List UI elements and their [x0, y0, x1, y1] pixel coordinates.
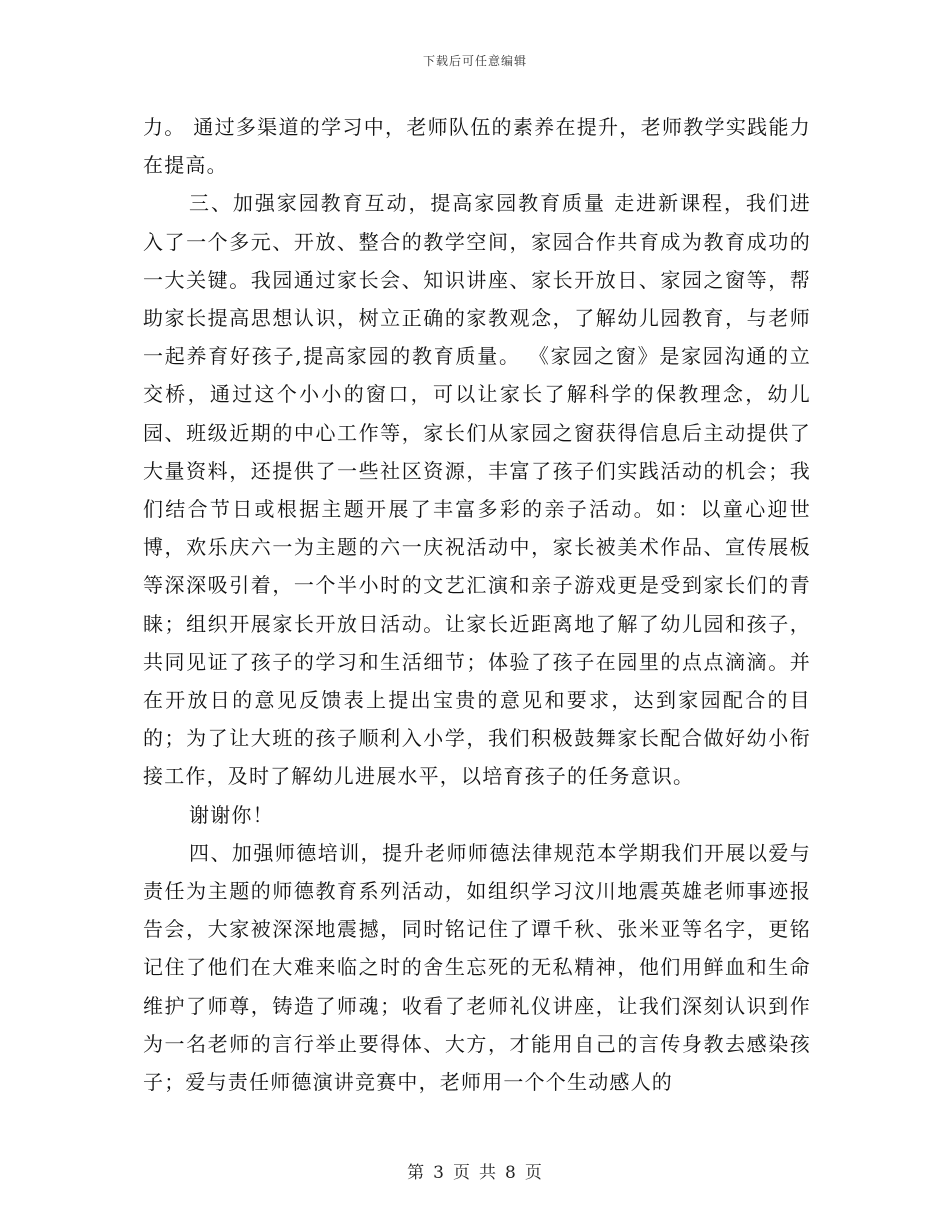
paragraph-section-three: 三、加强家园教育互动，提高家园教育质量 走进新课程，我们进入了一个多元、开放、整合的教学空间，家园合作共育成为教育成功的一大关键。我园通过家长会、知识讲座、家长开放日、家园之窗等，帮助家长提高思想认识，树立正确的家教观念，了解幼儿园教育，与老师一起养育好孩子,提高家园的教育质量。 《家园之窗》是家园沟通的立交桥，通过这个小小的窗口，可以让家长了解科学的保教理念，幼儿园、班级近期的中心工作等，家长们从家园之窗获得信息后主动提供了大量资料，还提供了一些社区资源，丰富了孩子们实践活动的机会；我们结合节日或根据主题开展了丰富多彩的亲子活动。如：以童心迎世博，欢乐庆六一为主题的六一庆祝活动中，家长被美术作品、宣传展板等深深吸引着，一个半小时的文艺汇演和亲子游戏更是受到家长们的青睐；组织开展家长开放日活动。让家长近距离地了解了幼儿园和孩子，共同见证了孩子的学习和生活细节；体验了孩子在园里的点点滴滴。并在开放日的意见反馈表上提出宝贵的意见和要求，达到家园配合的目的；为了让大班的孩子顺利入小学，我们积极鼓舞家长配合做好幼小衔接工作，及时了解幼儿进展水平，以培育孩子的任务意识。: [143, 191, 811, 789]
footer-current-page: 3: [433, 1163, 445, 1183]
paragraph-thanks: 谢谢你！: [189, 802, 274, 827]
footer-page-word-end: 页: [524, 1163, 543, 1183]
footer-page-word: 页: [453, 1163, 471, 1183]
footer-page-prefix: 第: [407, 1163, 426, 1183]
paragraph-continued: 力。 通过多渠道的学习中，老师队伍的素养在提升，老师教学实践能力在提高。: [143, 115, 811, 178]
footer-total-prefix: 共: [479, 1163, 497, 1183]
document-body: [143, 108, 811, 1101]
page-number-footer: [0, 1158, 950, 1183]
page-header-note: 下载后可任意编辑: [422, 54, 527, 68]
footer-total-pages: 8: [505, 1163, 517, 1183]
paragraph-section-four: 四、加强师德培训，提升老师师德法律规范本学期我们开展以爱与责任为主题的师德教育系列活动，如组织学习汶川地震英雄老师事迹报告会，大家被深深地震撼，同时铭记住了谭千秋、张米亚等名字，更铭记住了他们在大难来临之时的舍生忘死的无私精神，他们用鲜血和生命维护了师尊，铸造了师魂；收看了老师礼仪讲座，让我们深刻认识到作为一名老师的言行举止要得体、大方，才能用自己的言传身教去感染孩子；爱与责任师德演讲竞赛中，老师用一个个生动感人的: [143, 840, 811, 1095]
